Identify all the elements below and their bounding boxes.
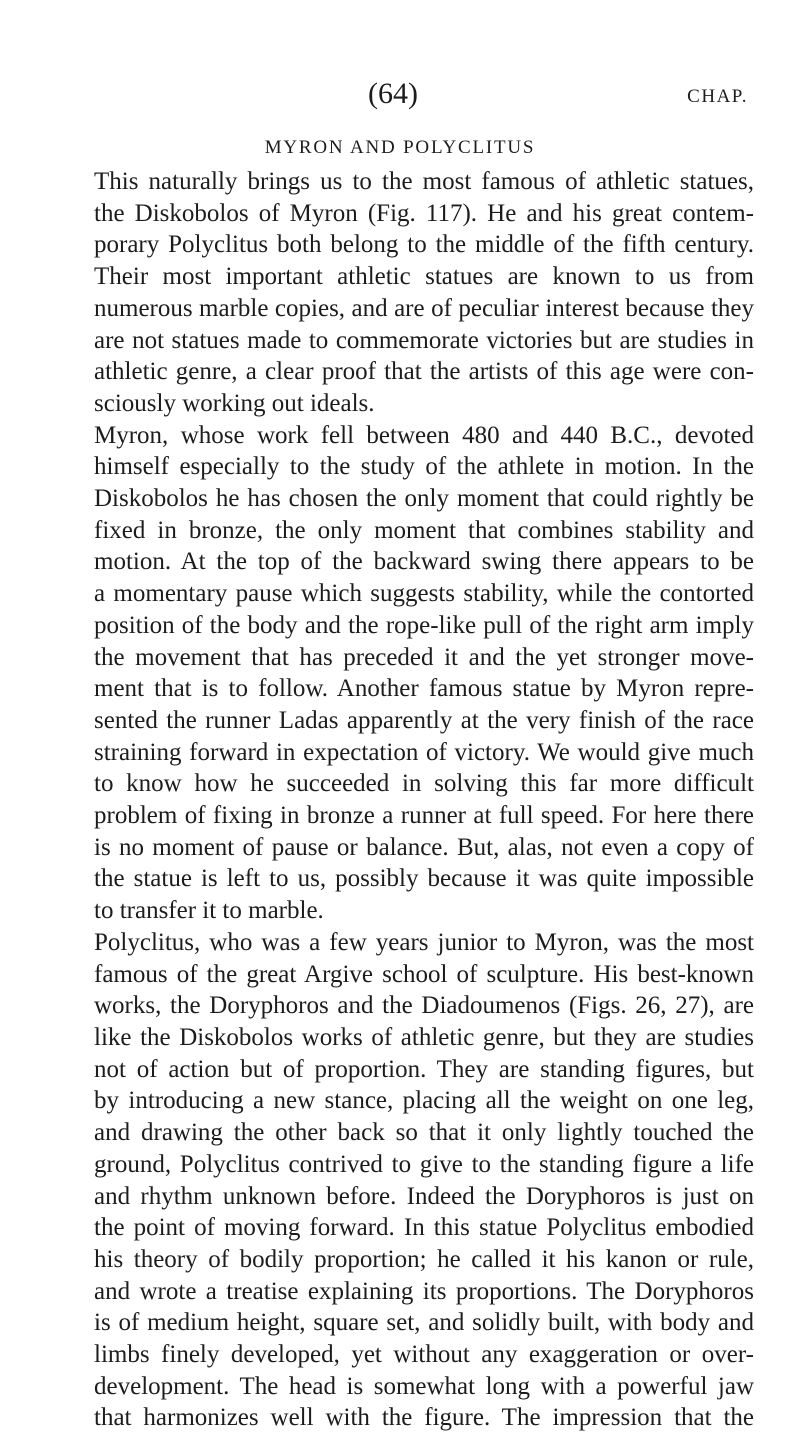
text-line: famous of the great Argive school of sculpture. His best-known — [94, 960, 754, 988]
paragraph-3 — [64, 927, 754, 1434]
text-line: and wrote a treatise explaining its proportions. The Doryphoros — [94, 1277, 754, 1305]
text-line: ment that is to follow. Another famous statue by Myron repre- — [94, 675, 754, 703]
body-text — [64, 166, 754, 1434]
text-line: development. The head is somewhat long with a powerful jaw — [94, 1372, 754, 1400]
text-line: athletic genre, a clear proof that the artists of this age were con- — [94, 358, 754, 386]
text-line: the movement that has preceded it and the yet stronger move- — [94, 643, 754, 671]
text-line: numerous marble copies, and are of peculiar interest because they — [94, 294, 754, 322]
text-line: not of action but of proportion. They are standing figures, but — [94, 1055, 754, 1083]
text-line: limbs finely developed, yet without any exaggeration or over- — [94, 1341, 754, 1369]
text-line: himself especially to the study of the athlete in motion. In the — [94, 453, 754, 481]
running-head: CHAP. — [687, 86, 748, 107]
section-title: MYRON AND POLYCLITUS — [264, 137, 536, 158]
text-line: the Diskobolos of Myron (Fig. 117). He and his great contem- — [94, 199, 754, 227]
page-number: (64) — [368, 77, 418, 110]
text-line: is no moment of pause or balance. But, alas, not even a copy of — [94, 833, 754, 861]
text-line: ground, Polyclitus contrived to give to the standing figure a life — [94, 1150, 754, 1178]
text-line: problem of fixing in bronze a runner at full speed. For here there — [94, 802, 754, 830]
text-line: like the Diskobolos works of athletic genre, but they are studies — [94, 1023, 754, 1051]
text-line: and rhythm unknown before. Indeed the Doryphoros is just on — [94, 1182, 754, 1210]
text-line: that harmonizes well with the figure. The impression that the — [94, 1404, 754, 1432]
text-line: the statue is left to us, possibly because it was quite impossible — [94, 865, 754, 893]
paragraph-2 — [64, 420, 754, 927]
text-line: straining forward in expectation of victory. We would give much — [94, 738, 754, 766]
text-line: Their most important athletic statues are known to us from — [94, 263, 754, 291]
text-line: his theory of bodily proportion; he called it his kanon or rule, — [94, 1245, 754, 1273]
text-line: works, the Doryphoros and the Diadoumenos (Figs. 26, 27), are — [94, 992, 754, 1020]
text-line: Myron, whose work fell between 480 and 440 B.C., devoted — [94, 421, 754, 449]
paragraph-1 — [64, 166, 754, 420]
text-line: sciously working out ideals. — [94, 389, 375, 417]
text-line: Polyclitus, who was a few years junior to Myron, was the most — [94, 928, 754, 956]
text-line: to know how he succeeded in solving this far more difficult — [94, 770, 754, 798]
text-line: fixed in bronze, the only moment that combines stability and — [94, 516, 754, 544]
text-line: by introducing a new stance, placing all the weight on one leg, — [94, 1087, 754, 1115]
text-line: a momentary pause which suggests stability, while the contorted — [94, 580, 754, 608]
text-line: to transfer it to marble. — [94, 897, 324, 925]
text-line: and drawing the other back so that it only lightly touched the — [94, 1119, 754, 1147]
text-line: is of medium height, square set, and solidly built, with body and — [94, 1309, 754, 1337]
text-line: motion. At the top of the backward swing there appears to be — [94, 548, 754, 576]
text-line: porary Polyclitus both belong to the middle of the fifth century. — [94, 231, 754, 259]
text-line: Diskobolos he has chosen the only moment that could rightly be — [94, 485, 754, 513]
text-line: This naturally brings us to the most famous of athletic statues, — [94, 168, 754, 195]
text-line: sented the runner Ladas apparently at the very finish of the race — [94, 706, 754, 734]
text-line: are not statues made to commemorate victories but are studies in — [94, 326, 754, 354]
text-line: position of the body and the rope-like pull of the right arm imply — [94, 611, 754, 639]
page-header — [0, 76, 800, 116]
text-line: the point of moving forward. In this statue Polyclitus embodied — [94, 1214, 754, 1242]
